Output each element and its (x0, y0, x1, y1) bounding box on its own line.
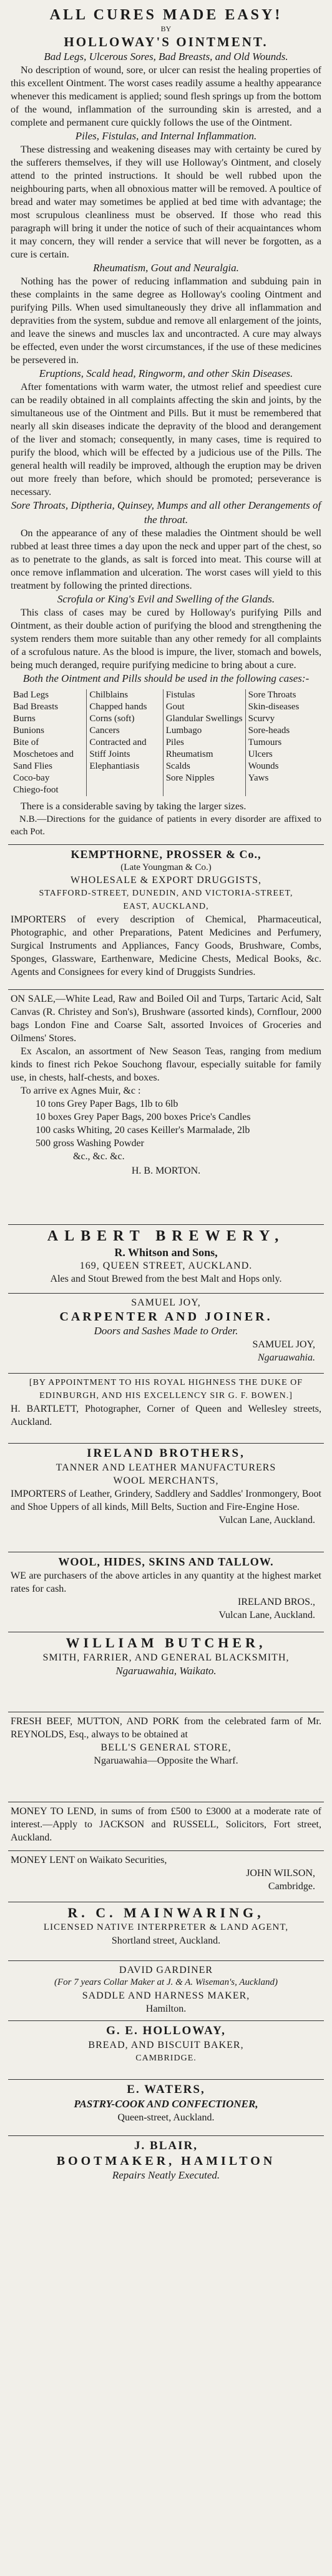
holloway-baker-ad (8, 2021, 324, 2080)
ailment-item: Chilblains (89, 689, 129, 700)
holloway-sub2: Piles, Fistulas, and Internal Inflammation. (75, 130, 257, 142)
ailment-table (11, 689, 321, 796)
mainwaring-sub: LICENSED NATIVE INTERPRETER & LAND AGENT, (43, 1922, 289, 1933)
mainwaring-title: R. C. MAINWARING, (67, 1905, 265, 1920)
blair-ad (8, 2136, 324, 2199)
money-body: MONEY TO LEND, in sums of from £500 to £3000 at a moderate rate of interest.—Apply to JACKSON and RUSSELL, Solicitors, Fort street, Auckland. (11, 1806, 321, 1843)
waikato-sig: JOHN WILSON, (246, 1868, 315, 1879)
list-item: &c., &c. &c. (73, 1151, 125, 1162)
list-item: 10 tons Grey Paper Bags, 1lb to 6lb (36, 1099, 178, 1109)
waikato-place: Cambridge. (268, 1881, 315, 1892)
joy-trade: CARPENTER AND JOINER. (59, 1310, 273, 1324)
holloway-sub1: Bad Legs, Ulcerous Sores, Bad Breasts, and Old Wounds. (44, 51, 288, 63)
waikato-body: MONEY LENT on Waikato Securities, (11, 1855, 167, 1865)
list-item: 100 casks Whiting, 20 cases Keiller's Marmalade, 2lb (36, 1125, 250, 1136)
baker-place: CAMBRIDGE. (135, 2053, 197, 2063)
albert-title: ALBERT BREWERY, (47, 1228, 285, 1244)
holloway-p5: On the appearance of any of these maladies the Ointment should be well rubbed at least three times a day upon the neck and upper part of the chest, so as to penetrate to the glands, as salt is forced into meat. This course will at once remove inflammation and ulceration. The worst cases will yield to this treatment by following the printed directions. (11, 527, 321, 591)
holloway-sub6: Scrofula or King's Evil and Swelling of the Glands. (57, 592, 275, 605)
holloway-p2: These distressing and weakening diseases may with certainty be cured by the sufferers themselves, if they will use Holloway's Ointment, and closely attend to the printed instructions. It should be well rubbed upon the neighbouring parts, when all obnoxious matter will be removed. A poultice of bread and water may sometimes be applied at bed time with advantage; the most scrupulous cleanliness must be observed. If those who read this paragraph will bring it under the notice of such of their acquaintances whom it may concern, they will render a service that will never be forgotten, as a cure is certain. (11, 144, 321, 261)
money-lent-ad (8, 1851, 324, 1902)
gardiner-trade: SADDLE AND HARNESS MAKER, (82, 1990, 250, 2001)
ailment-item: Contracted and Stiff Joints (89, 737, 147, 759)
bartlett-ad (8, 1374, 324, 1444)
baker-trade: BREAD, AND BISCUIT BAKER, (88, 2039, 244, 2050)
sale-arrive-intro: To arrive ex Agnes Muir, &c : (21, 1086, 141, 1096)
beef-body: FRESH BEEF, MUTTON, AND PORK from the celebrated farm of Mr. REYNOLDS, Esq., always to be obtained at (11, 1716, 321, 1740)
wool-sig: IRELAND BROS., (237, 1596, 315, 1607)
holloway-nb: N.B.—Directions for the guidance of patients in every disorder are affixed to each Pot. (11, 814, 321, 837)
mainwaring-addr: Shortland street, Auckland. (111, 1935, 221, 1947)
ailment-item: Bunions (13, 725, 45, 736)
holloway-p1: No description of wound, sore, or ulcer can resist the healing properties of this excellent Ointment. The worst cases readily assume a healthy appearance whenever this medicament is applied; sound flesh springs up from the bottom of the wound, inflammation of the surrounding skin is arrested, and a complete and permanent cure quickly follows the use of the Ointment. (11, 65, 321, 129)
kempthorne-body: IMPORTERS of every description of Chemical, Pharmaceutical, Photographic, and other Preparations, Patent Medicines and Perfumery, Surgical Instruments and Appliances, Fancy Goods, Brushware, Combs, Sponges, Glassware, Earthenware, Medicine Chests, Medical Books, &c. Agents and Consignees for every kind of Druggists Sundries. (11, 914, 321, 977)
ailment-item: Sore Throats (248, 689, 296, 700)
ailment-item: Bite of Moschetoes and Sand Flies (13, 737, 74, 771)
sale-body2: Ex Ascalon, an assortment of New Season Teas, ranging from medium kinds to finest rich Pekoe Souchong flavour, especially suitable for family use, in chests, half-chests, and boxes. (11, 1046, 321, 1083)
ireland-brothers-ad (8, 1444, 324, 1552)
ailment-item: Coco-bay (13, 772, 50, 783)
ailment-item: Scalds (165, 761, 190, 771)
william-butcher-ad (8, 1632, 324, 1712)
waters-name: E. WATERS, (127, 2083, 205, 2096)
ailment-item: Scurvy (248, 713, 275, 724)
holloway-ointment-ad (8, 4, 324, 845)
ailment-item: Ulcers (248, 749, 273, 759)
list-item: 500 gross Washing Powder (36, 1138, 144, 1149)
ailment-item: Piles (165, 737, 184, 747)
ailment-item: Chapped hands (89, 701, 147, 712)
ailment-item: Corns (soft) (89, 713, 135, 724)
ailment-item: Yaws (248, 772, 269, 783)
holloway-sub3: Rheumatism, Gout and Neuralgia. (93, 262, 239, 274)
ailment-item: Lumbago (165, 725, 202, 736)
sale-body: ON SALE,—White Lead, Raw and Boiled Oil and Turps, Tartaric Acid, Salt Canvas (R. Christey and Son's), Brushware (assorted kinds), Cornflour, 2000 bags London Fine and Coarse Salt, assorted Invoices of Groceries and Oilmens' Stores. (11, 994, 321, 1044)
kempthorne-line2: STAFFORD-STREET, DUNEDIN, AND VICTORIA-STREET, (39, 889, 293, 898)
ireland-sub: TANNER AND LEATHER MANUFACTURERS (56, 1462, 276, 1473)
kempthorne-sub: (Late Youngman & Co.) (120, 862, 212, 872)
mainwaring-ad (8, 1902, 324, 1961)
money-to-lend-ad (8, 1802, 324, 1851)
beef-store: BELL'S GENERAL STORE, (100, 1742, 232, 1753)
samuel-joy-ad (8, 1294, 324, 1374)
holloway-ailment-intro: Both the Ointment and Pills should be used in the following cases:- (22, 672, 310, 684)
albert-owner: R. Whitson and Sons, (114, 1246, 218, 1259)
holloway-p6: This class of cases may be cured by Holloway's purifying Pills and Ointment, as their double action of purifying the blood and strengthening the system renders them more suitable than any other remedy for all complaints of a scrofulous nature. As the blood is impure, the liver, stomach and bowels, being much deranged, require purifying medicine to bring about a cure. (11, 607, 321, 671)
joy-tag: Doors and Sashes Made to Order. (94, 1325, 238, 1337)
holloway-sub4: Eruptions, Scald head, Ringworm, and other Skin Diseases. (39, 367, 293, 380)
blair-tag: Repairs Neatly Executed. (112, 2169, 220, 2181)
ailment-item: Gout (165, 701, 185, 712)
ailment-column (245, 689, 321, 796)
ailment-item: Chiego-foot (13, 784, 59, 795)
gardiner-note: (For 7 years Collar Maker at J. & A. Wiseman's, Auckland) (54, 1977, 278, 1987)
wool-hides-ad (8, 1552, 324, 1632)
joy-name: SAMUEL JOY, (131, 1297, 201, 1308)
blair-trade: BOOTMAKER, HAMILTON (56, 2154, 276, 2168)
blair-name: J. BLAIR, (134, 2139, 198, 2152)
ailment-item: Tumours (248, 737, 282, 747)
albert-brewery-ad (8, 1225, 324, 1294)
list-item: 10 boxes Grey Paper Bags, 200 boxes Price's Candles (36, 1112, 251, 1122)
albert-address: 169, QUEEN STREET, AUCKLAND. (79, 1261, 253, 1272)
ireland-addr: Vulcan Lane, Auckland. (218, 1514, 315, 1525)
waters-trade: PASTRY-COOK AND CONFECTIONER, (74, 2097, 258, 2110)
ailment-item: Skin-diseases (248, 701, 300, 712)
kempthorne-line1: WHOLESALE & EXPORT DRUGGISTS, (71, 875, 261, 886)
ailment-item: Glandular Swellings (165, 713, 243, 724)
kempthorne-title: KEMPTHORNE, PROSSER & Co., (71, 848, 261, 861)
ailment-item: Rheumatism (165, 749, 213, 759)
ireland-sub2: WOOL MERCHANTS, (113, 1475, 219, 1486)
ailment-item: Elephantiasis (89, 761, 140, 771)
joy-place: Ngaruawahia. (257, 1352, 315, 1364)
on-sale-ad (8, 990, 324, 1225)
ailment-item: Bad Legs (13, 689, 49, 700)
ailment-item: Burns (13, 713, 36, 724)
waters-place: Queen-street, Auckland. (117, 2112, 215, 2123)
ailment-item: Bad Breasts (13, 701, 59, 712)
ailment-column (11, 689, 86, 796)
butcher-title: WILLIAM BUTCHER, (66, 1635, 266, 1650)
butcher-sub: SMITH, FARRIER, AND GENERAL BLACKSMITH, (42, 1652, 290, 1664)
bartlett-body: H. BARTLETT, Photographer, Corner of Queen and Wellesley streets, Auckland. (11, 1404, 321, 1427)
gardiner-place: Hamilton. (145, 2003, 187, 2014)
ailment-column (86, 689, 162, 796)
ireland-title: IRELAND BROTHERS, (87, 1447, 245, 1460)
fresh-beef-ad (8, 1712, 324, 1802)
ireland-body: IMPORTERS of Leather, Grindery, Saddlery and Saddles' Ironmongery, Boot and Shoe Uppers of all kinds, Mill Belts, Suction and Fire-Engine Hose. (11, 1488, 321, 1512)
butcher-place: Ngaruawahia, Waikato. (115, 1665, 217, 1677)
holloway-headline: ALL CURES MADE EASY! (49, 7, 283, 23)
joy-sig: SAMUEL JOY, (252, 1339, 315, 1350)
beef-addr: Ngaruawahia—Opposite the Wharf. (94, 1755, 238, 1766)
bartlett-appoint: [BY APPOINTMENT TO HIS ROYAL HIGHNESS THE DUKE OF EDINBURGH, AND HIS EXCELLENCY SIR G. F. BOWEN.] (29, 1378, 303, 1400)
holloway-sub5: Sore Throats, Diptheria, Quinsey, Mumps and all other Derangements of the throat. (11, 499, 321, 526)
kempthorne-ad (8, 845, 324, 990)
sale-arrive-list (11, 1097, 321, 1163)
gardiner-ad (8, 1961, 324, 2021)
sale-sig: H. B. MORTON. (131, 1166, 201, 1176)
holloway-p3: Nothing has the power of reducing inflammation and subduing pain in these complaints in the same degree as Holloway's cooling Ointment and purifying Pills. When used simultaneously they drive all inflammation and depravities from the system, subdue and remove all enlargement of the joints, and leave the sinews and muscles lax and uncontracted. A cure may always be effected, even under the worst circumstances, if the use of these medicines be persevered in. (11, 276, 321, 366)
albert-body: Ales and Stout Brewed from the best Malt and Hops only. (50, 1274, 282, 1285)
holloway-by: BY (160, 24, 172, 33)
wool-addr: Vulcan Lane, Auckland. (218, 1609, 315, 1620)
ailment-column (163, 689, 245, 796)
ailment-item: Wounds (248, 761, 279, 771)
gardiner-name: DAVID GARDINER (119, 1965, 213, 1975)
wool-title: WOOL, HIDES, SKINS AND TALLOW. (58, 1555, 274, 1568)
ailment-item: Sore-heads (248, 725, 290, 736)
wool-body: WE are purchasers of the above articles in any quantity at the highest market rates for cash. (11, 1570, 321, 1594)
ailment-item: Cancers (89, 725, 120, 736)
holloway-saving: There is a considerable saving by taking the larger sizes. (21, 801, 247, 812)
ailment-item: Fistulas (165, 689, 195, 700)
holloway-p4: After fomentations with warm water, the utmost relief and speediest cure can be readily obtained in all complaints affecting the skin and joints, by the simultaneous use of the Ointment and Pills. But it must be remembered that nearly all skin diseases indicate the depravity of the blood and derangement of the liver and stomach; consequently, in many cases, time is required to purify the blood, which will be effected by a judicious use of the Pills. The general health will readily be improved, although the eruption may be driven out more freely than before, which should be promoted; perseverance is necessary. (11, 382, 321, 498)
baker-name: G. E. HOLLOWAY, (106, 2024, 226, 2037)
holloway-product: HOLLOWAY'S OINTMENT. (64, 34, 268, 49)
newspaper-column (8, 0, 324, 2199)
kempthorne-line3: EAST, AUCKLAND, (123, 902, 209, 911)
ailment-item: Sore Nipples (165, 772, 215, 783)
waters-ad (8, 2080, 324, 2136)
